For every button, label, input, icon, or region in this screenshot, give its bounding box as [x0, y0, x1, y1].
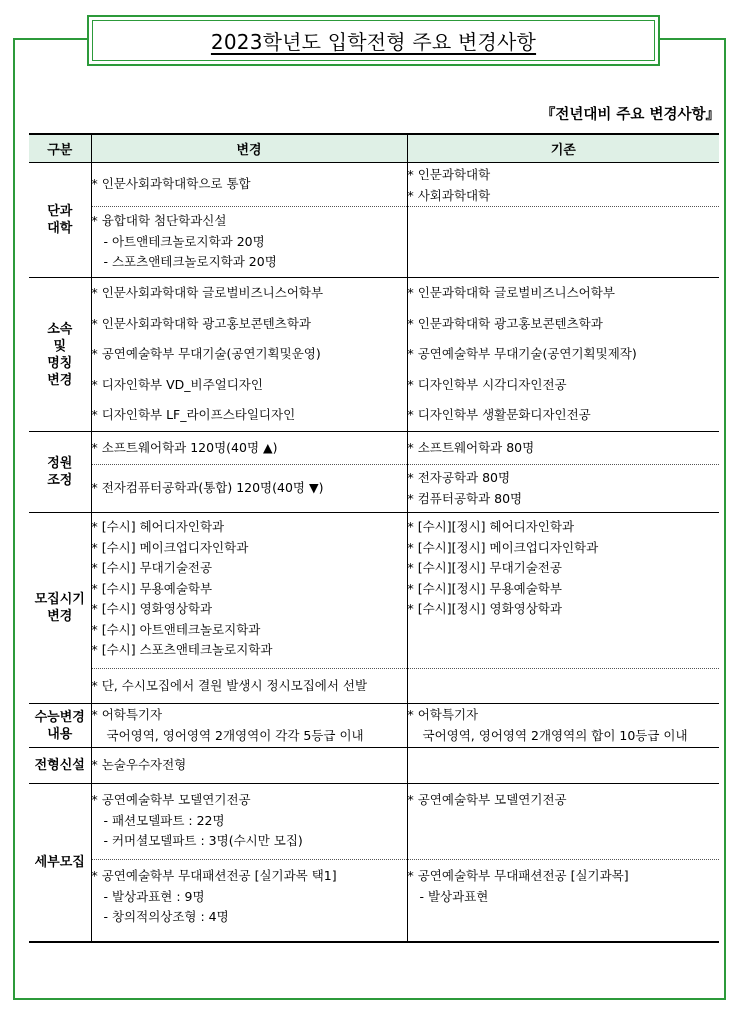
- table-row: [29, 432, 719, 465]
- category-label: 모집시기: [34, 592, 85, 607]
- existing-line: 국어영역, 영어영역 2개영역의 합이 10등급 이내: [422, 727, 688, 743]
- existing-cell: [407, 163, 719, 207]
- table-row: [29, 784, 719, 860]
- category-label: 수능변경: [34, 709, 85, 725]
- table-row: [29, 704, 719, 748]
- existing-line: * 디자인학부 생활문화디자인전공: [407, 407, 591, 423]
- existing-line: * 소프트웨어학과 80명: [407, 439, 535, 455]
- change-line: * [수시] 무용예술학부: [91, 580, 213, 596]
- change-line: * 소프트웨어학과 120명(40명 ▲): [91, 439, 278, 455]
- change-cell: [91, 669, 407, 704]
- change-line: * [수시] 영화영상학과: [91, 601, 213, 616]
- change-cell: [91, 513, 407, 669]
- change-line: 국어영역, 영어영역 2개영역이 각각 5등급 이내: [106, 727, 364, 743]
- category-cell: [29, 748, 91, 784]
- change-cell: [91, 465, 407, 513]
- existing-line: * [수시][정시] 헤어디자인학과: [407, 519, 575, 534]
- table-row: [29, 748, 719, 784]
- existing-cell: [407, 860, 719, 942]
- change-line: - 발상과표현 : 9명: [103, 888, 205, 904]
- change-line: - 패션모델파트 : 22명: [103, 812, 225, 828]
- category-label: 조정: [47, 473, 73, 488]
- existing-line: * 어학특기자: [407, 707, 479, 722]
- change-line: * 어학특기자: [91, 707, 163, 722]
- category-label: 단과: [47, 204, 73, 219]
- existing-cell: [407, 278, 719, 432]
- category-cell: [29, 513, 91, 704]
- existing-cell: [407, 207, 719, 278]
- existing-line: * 공연예술학부 모델연기전공: [407, 792, 567, 807]
- table-row: [29, 207, 719, 278]
- header-row: [29, 134, 719, 163]
- existing-line: * 디자인학부 시각디자인전공: [407, 376, 567, 392]
- title-box: [87, 15, 660, 66]
- category-label: 명칭: [47, 355, 73, 371]
- change-line: * [수시] 메이크업디자인학과: [91, 539, 249, 555]
- change-line: * [수시] 아트앤테크놀로지학과: [91, 621, 261, 637]
- existing-cell: [407, 669, 719, 704]
- header-change: 변경: [91, 134, 407, 163]
- header-category: 구분: [29, 134, 91, 163]
- category-cell: [29, 704, 91, 748]
- change-line: * 인문사회과학대학으로 통합: [91, 176, 251, 192]
- category-label: 정원: [47, 456, 73, 471]
- category-cell: [29, 163, 91, 278]
- table-row: [29, 465, 719, 513]
- category-cell: [29, 784, 91, 942]
- existing-line: * [수시][정시] 영화영상학과: [407, 601, 562, 616]
- change-cell: [91, 704, 407, 748]
- table-row: [29, 278, 719, 432]
- change-line: - 커머셜모델파트 : 3명(수시만 모집): [103, 833, 303, 848]
- existing-cell: [407, 784, 719, 860]
- existing-line: * 인문과학대학 광고홍보콘텐츠학과: [407, 315, 603, 331]
- existing-cell: [407, 465, 719, 513]
- change-line: * [수시] 헤어디자인학과: [91, 519, 225, 534]
- change-cell: [91, 860, 407, 942]
- table-row: [29, 669, 719, 704]
- existing-line: * 전자공학과 80명: [407, 470, 511, 485]
- existing-line: * 사회과학대학: [407, 187, 491, 203]
- header-existing: 기존: [407, 134, 719, 163]
- change-line: * 전자컴퓨터공학과(통합) 120명(40명 ▼): [91, 480, 324, 496]
- change-line: * 융합대학 첨단학과신설: [91, 213, 227, 229]
- change-line: * 공연예술학부 무대패션전공 [실기과목 택1]: [91, 868, 337, 883]
- change-line: * 단, 수시모집에서 결원 발생시 정시모집에서 선발: [91, 677, 368, 693]
- change-line: * 인문사회과학대학 글로벌비즈니스어학부: [91, 285, 324, 301]
- change-cell: [91, 784, 407, 860]
- existing-line: * [수시][정시] 메이크업디자인학과: [407, 539, 599, 555]
- existing-line: * 공연예술학부 무대패션전공 [실기과목]: [407, 868, 629, 883]
- existing-line: * [수시][정시] 무용예술학부: [407, 580, 562, 596]
- existing-cell: [407, 748, 719, 784]
- change-line: - 스포츠앤테크놀로지학과 20명: [103, 254, 277, 270]
- change-line: * 디자인학부 VD_비주얼디자인: [91, 376, 263, 392]
- category-label: 소속: [47, 321, 73, 337]
- existing-cell: [407, 432, 719, 465]
- change-cell: [91, 278, 407, 432]
- existing-line: * 인문과학대학: [407, 167, 491, 182]
- category-cell: [29, 432, 91, 513]
- category-label: 대학: [47, 221, 73, 236]
- table-row: [29, 860, 719, 942]
- change-cell: [91, 748, 407, 784]
- change-cell: [91, 432, 407, 465]
- change-line: * 디자인학부 LF_라이프스타일디자인: [91, 407, 296, 423]
- category-label: 전형신설: [34, 758, 85, 773]
- existing-line: - 발상과표현: [419, 888, 489, 904]
- change-cell: [91, 207, 407, 278]
- change-line: - 아트앤테크놀로지학과 20명: [103, 233, 265, 249]
- change-line: * 논술우수자전형: [91, 757, 187, 773]
- existing-cell: [407, 513, 719, 669]
- table-subtitle: 『전년대비 주요 변경사항』: [540, 107, 720, 123]
- category-label: 변경: [47, 609, 73, 624]
- table-row: [29, 163, 719, 207]
- change-line: * 공연예술학부 무대기술(공연기획및운영): [91, 346, 321, 362]
- existing-line: * [수시][정시] 무대기술전공: [407, 560, 562, 575]
- existing-cell: [407, 704, 719, 748]
- category-label: 및: [53, 338, 67, 354]
- change-line: - 창의적의상조형 : 4명: [103, 909, 229, 924]
- existing-line: * 공연예술학부 무대기술(공연기획및제작): [407, 346, 637, 362]
- table-row: [29, 513, 719, 669]
- change-line: * [수시] 무대기술전공: [91, 560, 213, 575]
- existing-line: * 컴퓨터공학과 80명: [407, 490, 523, 506]
- change-line: * [수시] 스포츠앤테크놀로지학과: [91, 642, 273, 657]
- change-line: * 인문사회과학대학 광고홍보콘텐츠학과: [91, 315, 311, 331]
- change-line: * 공연예술학부 모델연기전공: [91, 792, 251, 807]
- changes-table: [29, 133, 719, 943]
- page-title: 2023학년도 입학전형 주요 변경사항: [210, 30, 537, 54]
- category-label: 변경: [47, 372, 73, 388]
- change-cell: [91, 163, 407, 207]
- existing-line: * 인문과학대학 글로벌비즈니스어학부: [407, 285, 615, 301]
- category-label: 내용: [47, 726, 73, 742]
- category-cell: [29, 278, 91, 432]
- category-label: 세부모집: [34, 854, 85, 870]
